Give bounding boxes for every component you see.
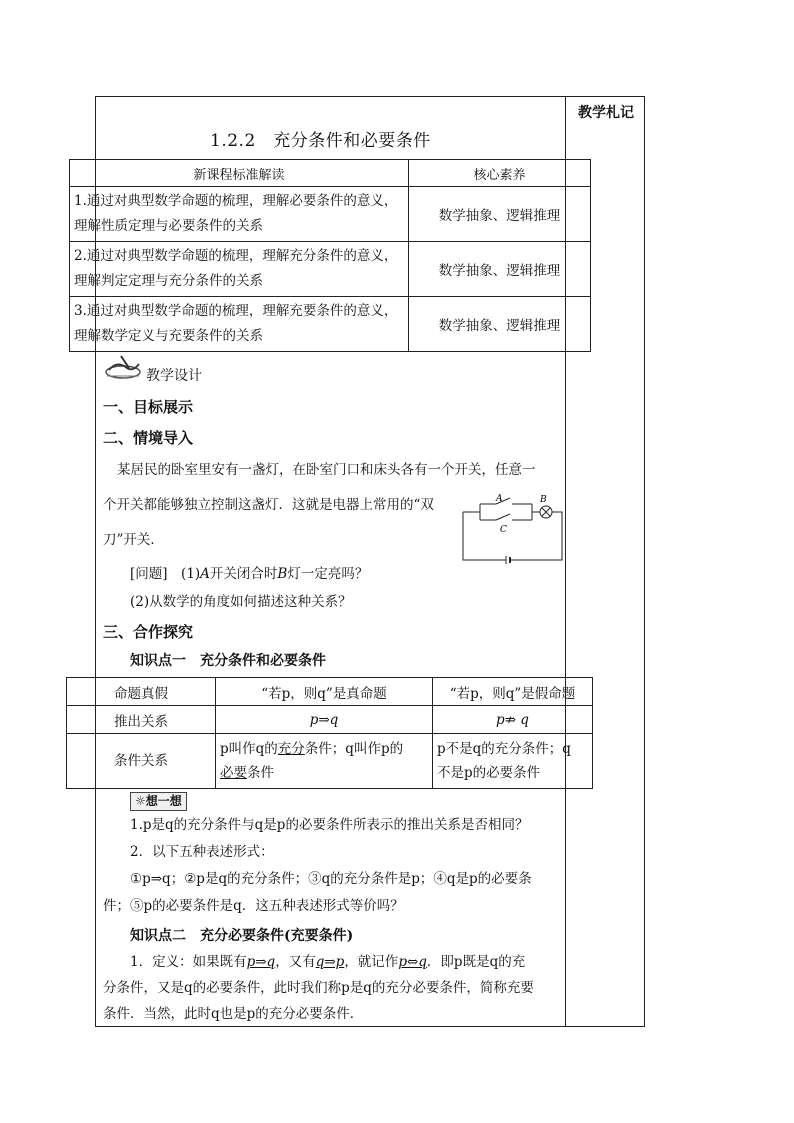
standard-text: 2.通过对典型数学命题的梳理，理解充分条件的意义， 理解判定定理与充分条件的关系 bbox=[70, 242, 409, 297]
standards-header: 新课程标准解读 bbox=[70, 160, 409, 187]
core-literacy: 数学抽象、逻辑推理 bbox=[409, 242, 591, 297]
table-row: 命题真假 “若p，则q”是真命题 “若p，则q”是假命题 bbox=[67, 678, 593, 706]
knowledge-table bbox=[66, 677, 593, 789]
table-row bbox=[70, 187, 591, 242]
switch-c-label: C bbox=[500, 525, 507, 535]
standard-text: 3.通过对典型数学命题的梳理，理解充要条件的意义， 理解数学定义与充要条件的关系 bbox=[70, 297, 409, 352]
think-question-3-line2: 件；⑤p的必要条件是q．这五种表述形式等价吗？ bbox=[103, 898, 404, 914]
core-literacy: 数学抽象、逻辑推理 bbox=[409, 187, 591, 242]
teaching-notes-label: 教学札记 bbox=[578, 105, 634, 121]
question-1: [问题] (1)A开关闭合时B灯一定亮吗？ bbox=[130, 566, 369, 582]
intro-paragraph-line1: 某居民的卧室里安有一盏灯，在卧室门口和床头各有一个开关，任意一 bbox=[117, 462, 536, 478]
definition-line3: 条件．当然，此时q也是p的充分必要条件． bbox=[103, 1006, 364, 1022]
heading-cooperation: 三、合作探究 bbox=[103, 623, 194, 641]
table-row bbox=[70, 242, 591, 297]
question-tag: [问题] bbox=[130, 566, 168, 582]
think-question-3-line1: ①p⇒q；②p是q的充分条件；③q的充分条件是p；④q是p的必要条 bbox=[130, 871, 532, 887]
intro-paragraph-line2: 个开关都能够独立控制这盏灯．这就是电器上常用的“双 bbox=[103, 497, 434, 513]
table-row: 条件关系 p叫作q的充分条件；q叫作p的 必要条件 p不是q的充分条件；q 不是p的必要条件 bbox=[67, 734, 593, 789]
table-row: 推出关系 p⇒q p⇏ q bbox=[67, 706, 593, 734]
teaching-design-logo-icon bbox=[103, 354, 143, 380]
heading-goals: 一、目标展示 bbox=[103, 398, 194, 416]
knowledge-point-1-title: 知识点一 充分条件和必要条件 bbox=[130, 653, 326, 669]
knowledge-point-2-title: 知识点二 充分必要条件(充要条件) bbox=[130, 928, 354, 944]
definition-line2: 分条件，又是q的必要条件，此时我们称p是q的充分必要条件，简称充要 bbox=[103, 980, 534, 996]
standards-table bbox=[69, 159, 591, 352]
table-row bbox=[70, 297, 591, 352]
lamp-b-label: B bbox=[540, 495, 547, 505]
intro-paragraph-line3: 刀”开关． bbox=[103, 532, 164, 548]
lightbulb-icon: ☼ bbox=[135, 794, 146, 808]
teaching-design-label: 教学设计 bbox=[146, 368, 202, 384]
page-title: 1.2.2 充分条件和必要条件 bbox=[210, 131, 431, 151]
think-label-box: ☼想一想 bbox=[130, 792, 187, 811]
heading-intro: 二、情境导入 bbox=[103, 429, 194, 447]
question-2: (2)从数学的角度如何描述这种关系？ bbox=[130, 594, 352, 610]
definition-line1: 1．定义：如果既有p⇒q，又有q⇒p，就记作p⇔q．即p既是q的充 bbox=[130, 954, 526, 970]
core-literacy-header: 核心素养 bbox=[409, 160, 591, 187]
think-question-1: 1.p是q的充分条件与q是p的必要条件所表示的推出关系是否相同？ bbox=[130, 817, 529, 833]
think-question-2: 2．以下五种表述形式： bbox=[130, 844, 274, 860]
circuit-diagram bbox=[460, 494, 565, 566]
core-literacy: 数学抽象、逻辑推理 bbox=[409, 297, 591, 352]
standard-text: 1.通过对典型数学命题的梳理，理解必要条件的意义， 理解性质定理与必要条件的关系 bbox=[70, 187, 409, 242]
switch-a-label: A bbox=[496, 494, 503, 504]
